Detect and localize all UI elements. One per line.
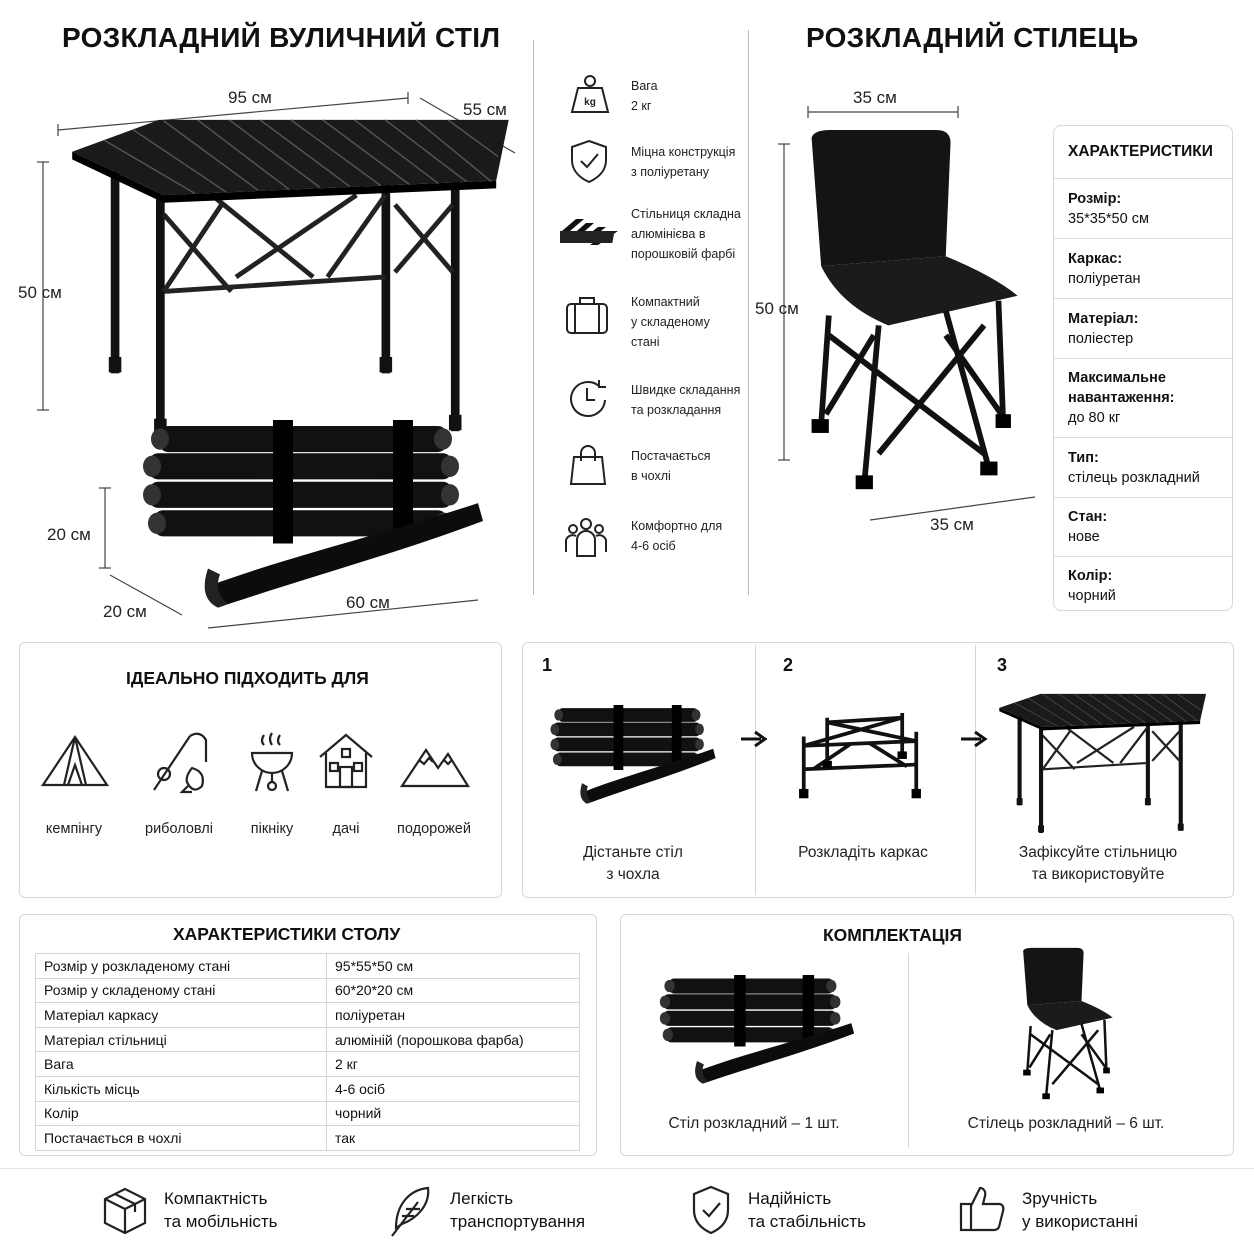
chair-title: РОЗКЛАДНИЙ СТІЛЕЦЬ [806, 22, 1139, 53]
ideal-for-title: ІДЕАЛЬНО ПІДХОДИТЬ ДЛЯ [126, 668, 369, 688]
dim-table-width: 95 см [228, 88, 272, 107]
step-caption: Розкладіть каркас [798, 844, 928, 861]
slats-icon [560, 211, 620, 251]
shield-check-icon [690, 1184, 732, 1236]
ideal-for-panel [19, 642, 502, 898]
dim-table-depth: 55 см [463, 100, 507, 119]
chair-spec-row: Матеріал: поліестер [1054, 298, 1232, 358]
use-label: дачі [332, 821, 360, 837]
divider [975, 645, 976, 895]
divider [748, 30, 749, 595]
table-row: Кількість місць 4-6 осіб [36, 1076, 580, 1101]
table-row: Матеріал стільниці алюміній (порошкова фарба) [36, 1027, 580, 1052]
benefit-text: Легкість транспортування [450, 1189, 586, 1231]
kit-title: КОМПЛЕКТАЦІЯ [823, 925, 962, 945]
divider [908, 953, 909, 1148]
dim-chair-height: 50 см [755, 299, 799, 318]
chair-spec-row: Тип: стілець розкладний [1054, 437, 1232, 497]
use-label: риболовлі [145, 821, 213, 837]
clock-icon [565, 376, 609, 420]
dim-folded-length: 60 см [346, 593, 390, 612]
dim-folded-depth: 20 см [103, 602, 147, 621]
dim-folded-height: 20 см [47, 525, 91, 544]
divider [533, 40, 534, 595]
kit-panel [620, 914, 1234, 1156]
feature-text: Постачається в чохлі [631, 449, 711, 483]
fishing-icon [148, 728, 210, 794]
kit-item-label: Стіл розкладний – 1 шт. [668, 1115, 840, 1132]
table-row: Вага 2 кг [36, 1052, 580, 1077]
dim-chair-depth: 35 см [930, 515, 974, 534]
chair-spec-row: Розмір: 35*35*50 см [1054, 178, 1232, 238]
dim-table-height: 50 см [18, 283, 62, 302]
feature-text: Комфортно для 4-6 осіб [631, 519, 723, 553]
shield-check-icon [568, 138, 610, 184]
steps-panel [522, 642, 1234, 898]
chair-image [802, 128, 1032, 503]
svg-text:kg: kg [584, 97, 596, 108]
suitcase-icon [564, 294, 610, 336]
people-icon [563, 516, 609, 558]
step-2-image [785, 698, 935, 803]
kit-table-image [657, 975, 857, 1085]
dim-chair-width: 35 см [853, 88, 897, 107]
kit-item-label: Стілець розкладний – 6 шт. [967, 1115, 1165, 1132]
feather-icon [388, 1184, 434, 1238]
table-specs [35, 953, 580, 1151]
thumbs-up-icon [958, 1184, 1006, 1234]
house-icon [318, 731, 374, 791]
divider [755, 645, 756, 895]
feature-text: Вага 2 кг [631, 79, 658, 113]
chair-spec-row: Стан: нове [1054, 497, 1232, 556]
chair-specs-card [1053, 125, 1233, 611]
step-3-image [997, 693, 1207, 833]
divider [0, 1168, 1254, 1169]
table-row: Матеріал каркасу поліуретан [36, 1003, 580, 1028]
arrow-right-icon [959, 729, 989, 749]
table-specs-panel [19, 914, 597, 1156]
use-label: пікніку [250, 821, 294, 837]
step-caption: Зафіксуйте стільницю та використовуйте [1018, 844, 1178, 883]
chair-spec-row: Каркас: поліуретан [1054, 238, 1232, 298]
table-row: Постачається в чохлі так [36, 1126, 580, 1151]
chair-spec-row: Максимальне навантаження: до 80 кг [1054, 358, 1232, 437]
weight-icon [568, 72, 612, 116]
grill-icon [248, 731, 296, 793]
chair-specs-header: ХАРАКТЕРИСТИКИ [1068, 143, 1213, 160]
benefit-text: Надійність та стабільність [748, 1189, 866, 1231]
use-label: кемпінгу [45, 821, 103, 837]
benefit-text: Компактність та мобільність [164, 1189, 278, 1231]
arrow-right-icon [739, 729, 769, 749]
feature-text: Стільниця складна алюмінієва в порошковій фарбі [631, 207, 741, 261]
use-label: подорожей [397, 821, 471, 837]
tent-icon [40, 733, 110, 791]
table-row: Розмір у складеному стані 60*20*20 см [36, 978, 580, 1003]
table-row: Розмір у розкладеному стані 95*55*50 см [36, 954, 580, 979]
step-number: 2 [783, 655, 794, 675]
step-number: 1 [542, 655, 553, 675]
mountains-icon [400, 738, 470, 790]
step-number: 3 [997, 655, 1008, 675]
table-row: Колір чорний [36, 1101, 580, 1126]
table-image [60, 118, 518, 436]
table-specs-title: ХАРАКТЕРИСТИКИ СТОЛУ [173, 924, 401, 944]
features-list [560, 68, 745, 598]
benefit-text: Зручність у використанні [1022, 1189, 1138, 1231]
feature-text: Міцна конструкція з поліуретану [631, 145, 736, 179]
step-1-image [548, 705, 718, 805]
feature-text: Компактний у складеному стані [631, 295, 710, 349]
table-title: РОЗКЛАДНИЙ ВУЛИЧНИЙ СТІЛ [62, 22, 501, 53]
feature-text: Швидке складання та розкладання [631, 383, 741, 417]
bag-icon [568, 443, 608, 487]
folded-table-image [138, 420, 488, 610]
chair-spec-row: Колір: чорний [1054, 556, 1232, 611]
box-icon [102, 1186, 148, 1236]
kit-chair-image [1019, 947, 1119, 1105]
step-caption: Дістаньте стіл з чохла [583, 844, 683, 883]
